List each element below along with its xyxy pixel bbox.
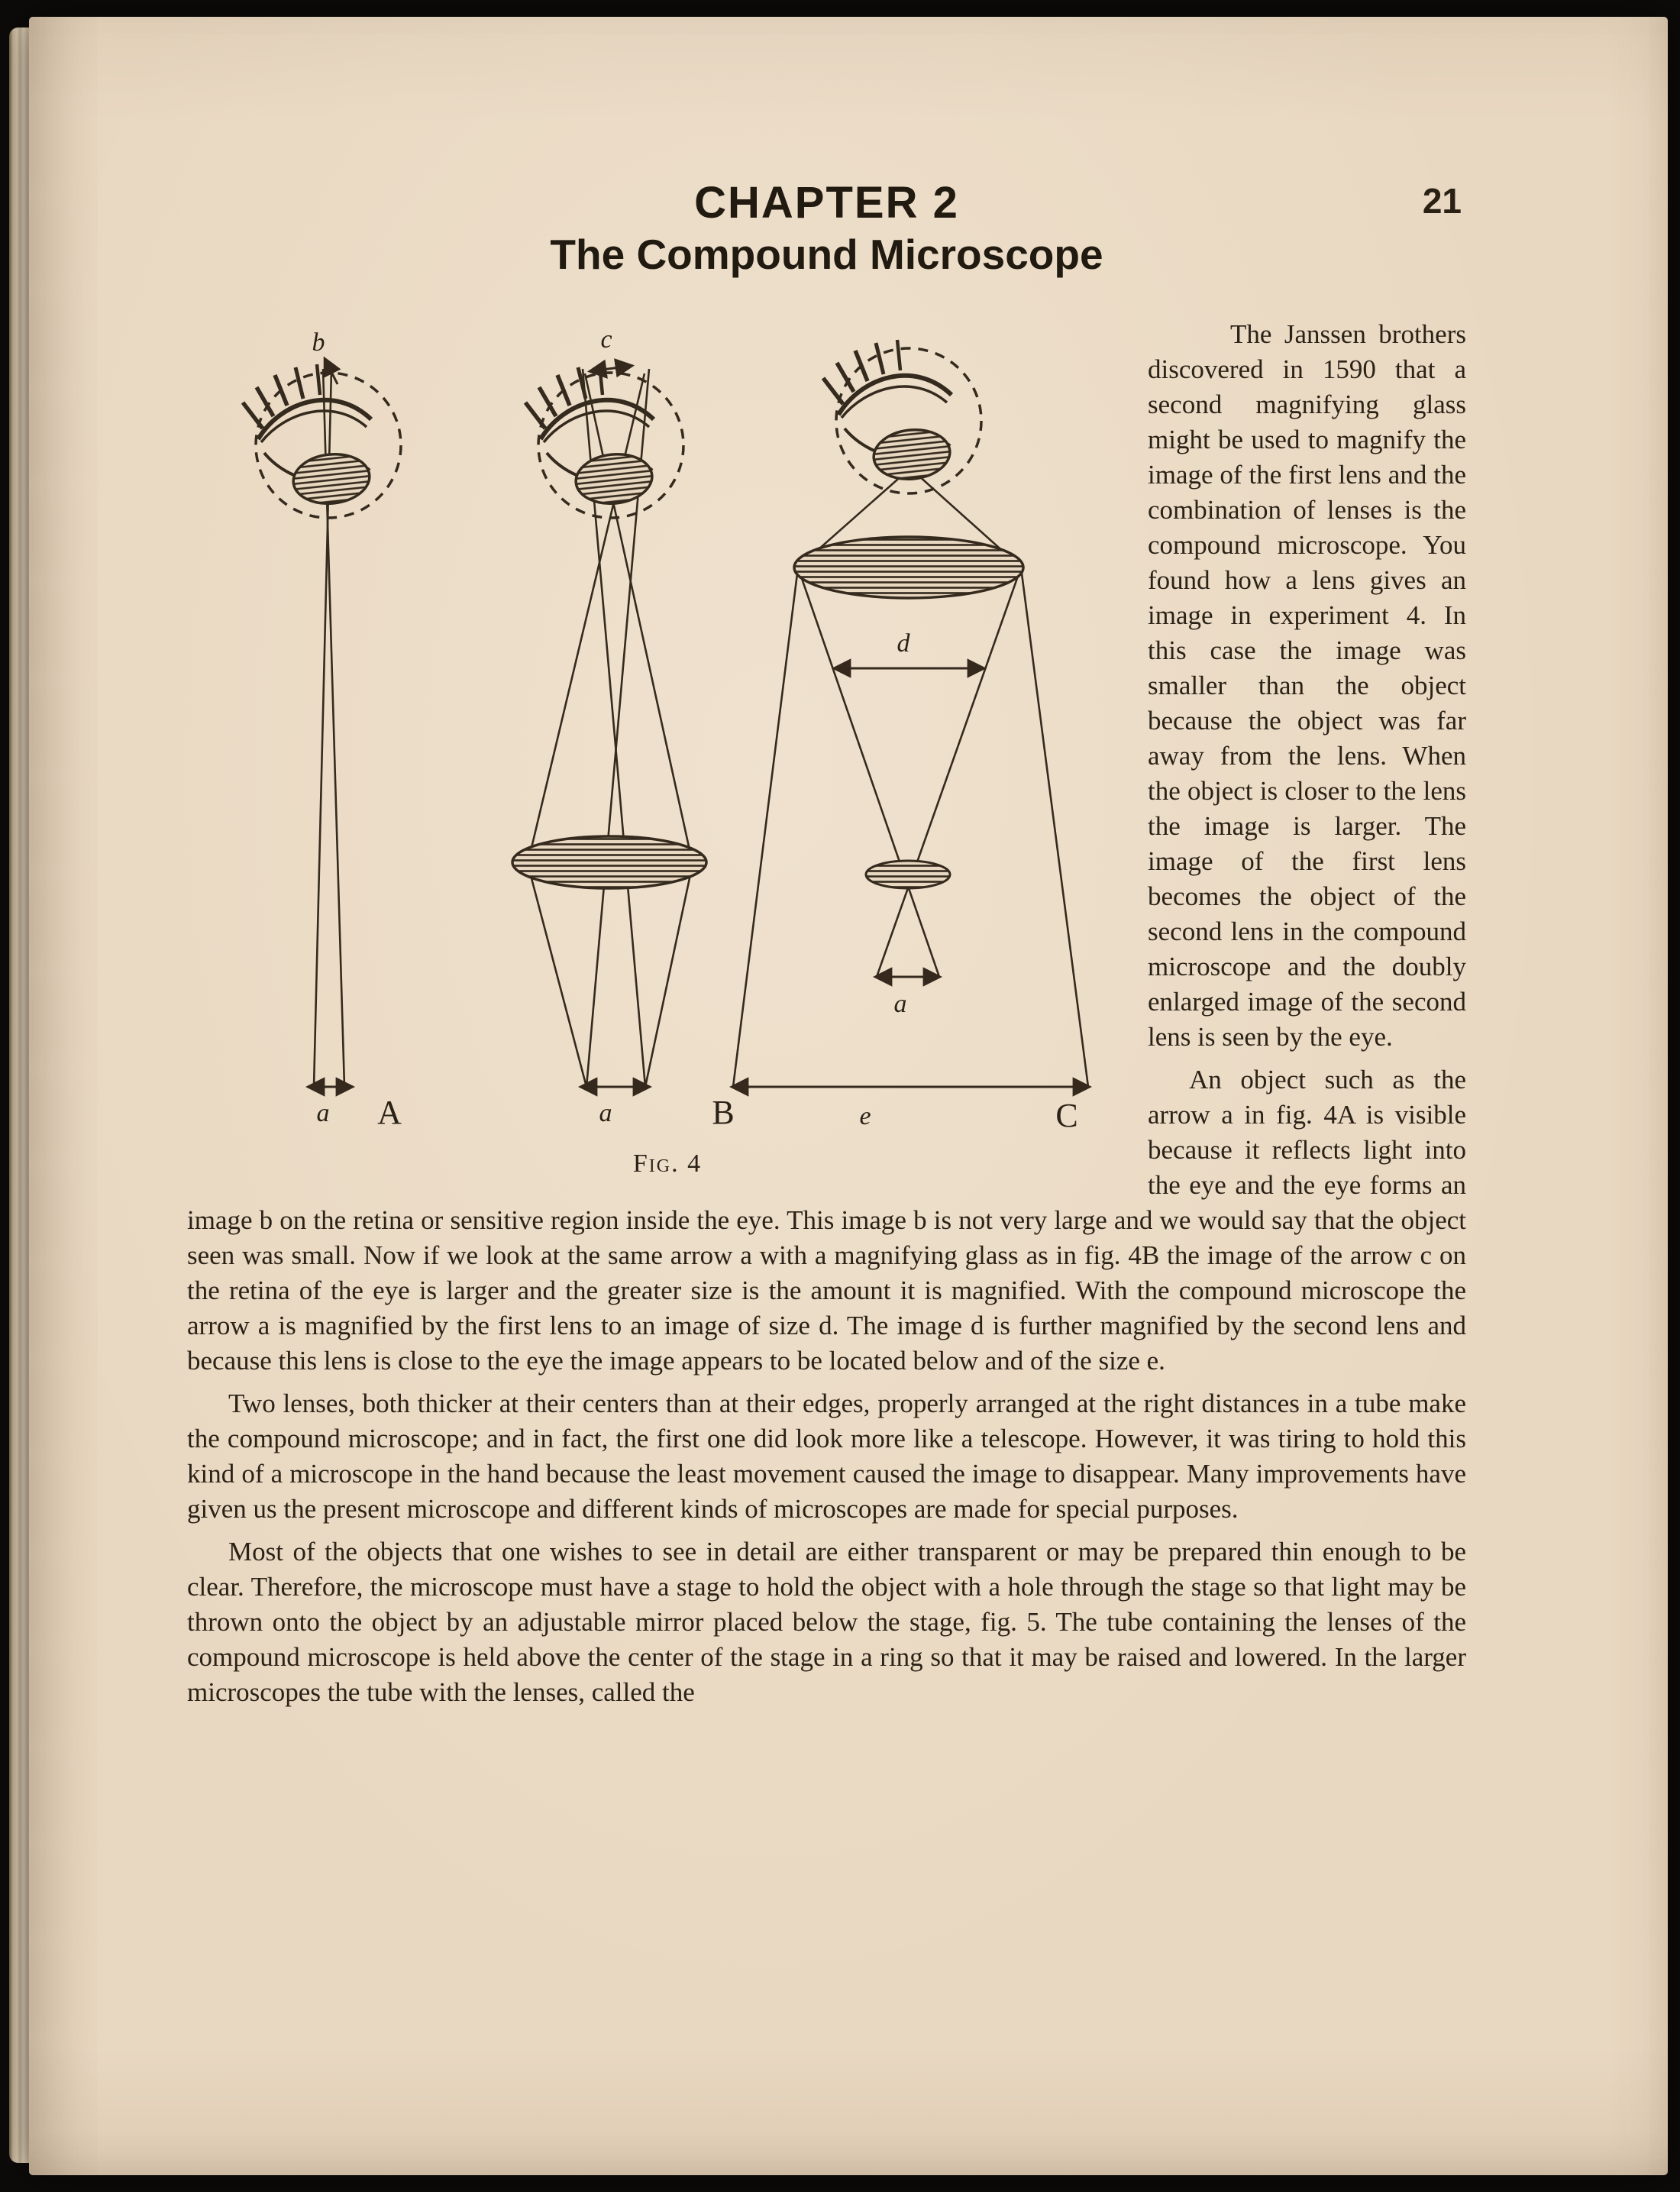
eyepiece-lens bbox=[794, 537, 1023, 598]
book-page bbox=[29, 17, 1668, 2175]
page-number: 21 bbox=[1422, 181, 1462, 221]
eye-illustration bbox=[525, 364, 683, 518]
diagram-b bbox=[512, 325, 735, 1131]
label-A: A bbox=[377, 1094, 402, 1131]
label-a: a bbox=[599, 1099, 612, 1127]
label-d: d bbox=[897, 629, 910, 658]
label-c: c bbox=[600, 325, 612, 354]
label-C: C bbox=[1055, 1097, 1078, 1134]
figure-caption: Fig. 4 bbox=[632, 1149, 703, 1178]
label-a: a bbox=[316, 1099, 330, 1127]
page-header bbox=[187, 17, 1466, 279]
section-title: The Compound Microscope bbox=[550, 231, 1103, 278]
label-B: B bbox=[712, 1094, 735, 1131]
label-b: b bbox=[312, 328, 325, 357]
objective-lens bbox=[866, 861, 950, 888]
light-ray bbox=[798, 567, 939, 977]
label-e: e bbox=[859, 1102, 871, 1130]
label-a: a bbox=[893, 990, 907, 1018]
diagram-a bbox=[243, 328, 402, 1131]
magnifying-lens bbox=[512, 836, 706, 888]
eye-illustration bbox=[243, 364, 401, 518]
paragraph-4: Most of the objects that one wishes to see in detail are either transparent or may be prepared thin enough to be clear. Therefore, the microscope must have a stage to hold the object with a hole through the stage so that light may be thrown onto the object by an adjustable mirror placed below the stage, fig. 5. The tube containing the lenses of the compound microscope is held above the center of the stage in a ring so that it may be raised and lowered. In the larger microscopes the tube with the lenses, called the bbox=[187, 1537, 1466, 1707]
paragraph-2: An object such as the arrow a in fig. 4A is visible because it reflects light into the eye and the eye forms an image b on the retina or sensitive region inside the eye. This image b is not very large and we would say that the object seen was small. Now if we look at the same arrow a with a magnifying glass as in fig. 4B the image of the arrow c on the retina of the eye is larger and the greater size is the amount it is magnified. With the compound microscope the arrow a is magnified by the first lens to an image of size d. The image d is further magnified by the second lens and because this lens is close to the eye the image appears to be located below and of the size e. bbox=[187, 1065, 1466, 1376]
chapter-heading: CHAPTER 2 bbox=[694, 178, 959, 228]
paragraph-1: The Janssen brothers discovered in 1590 that a second magnifying glass might be used to magnify the image of the first lens and the combination of lenses is the compound microscope. You found how a lens gives an image in experiment 4. In this case the image was smaller than the object because the object was far away from the lens. When the object is closer to the lens the image is larger. The image of the first lens becomes the object of the second lens in the compound microscope and the doubly enlarged image of the second lens is seen by the eye. bbox=[1148, 319, 1466, 1052]
retina-image-arrow-c bbox=[591, 366, 631, 371]
figure-4-illustration bbox=[187, 323, 1148, 1146]
figure-4-block bbox=[187, 323, 1148, 1182]
eye-illustration bbox=[823, 340, 981, 493]
body-text bbox=[187, 317, 1466, 1710]
paragraph-3: Two lenses, both thicker at their centers than at their edges, properly arranged at the right distances in a tube make the compound microscope; and in fact, the first one did look more like a telescope. However, it was tiring to hold this kind of a microscope in the hand because the least movement caused the image to disappear. Many improvements have given us the present microscope and different kinds of microscopes are made for special purposes. bbox=[187, 1389, 1466, 1524]
page-content bbox=[187, 17, 1466, 1710]
diagram-c bbox=[733, 340, 1088, 1134]
